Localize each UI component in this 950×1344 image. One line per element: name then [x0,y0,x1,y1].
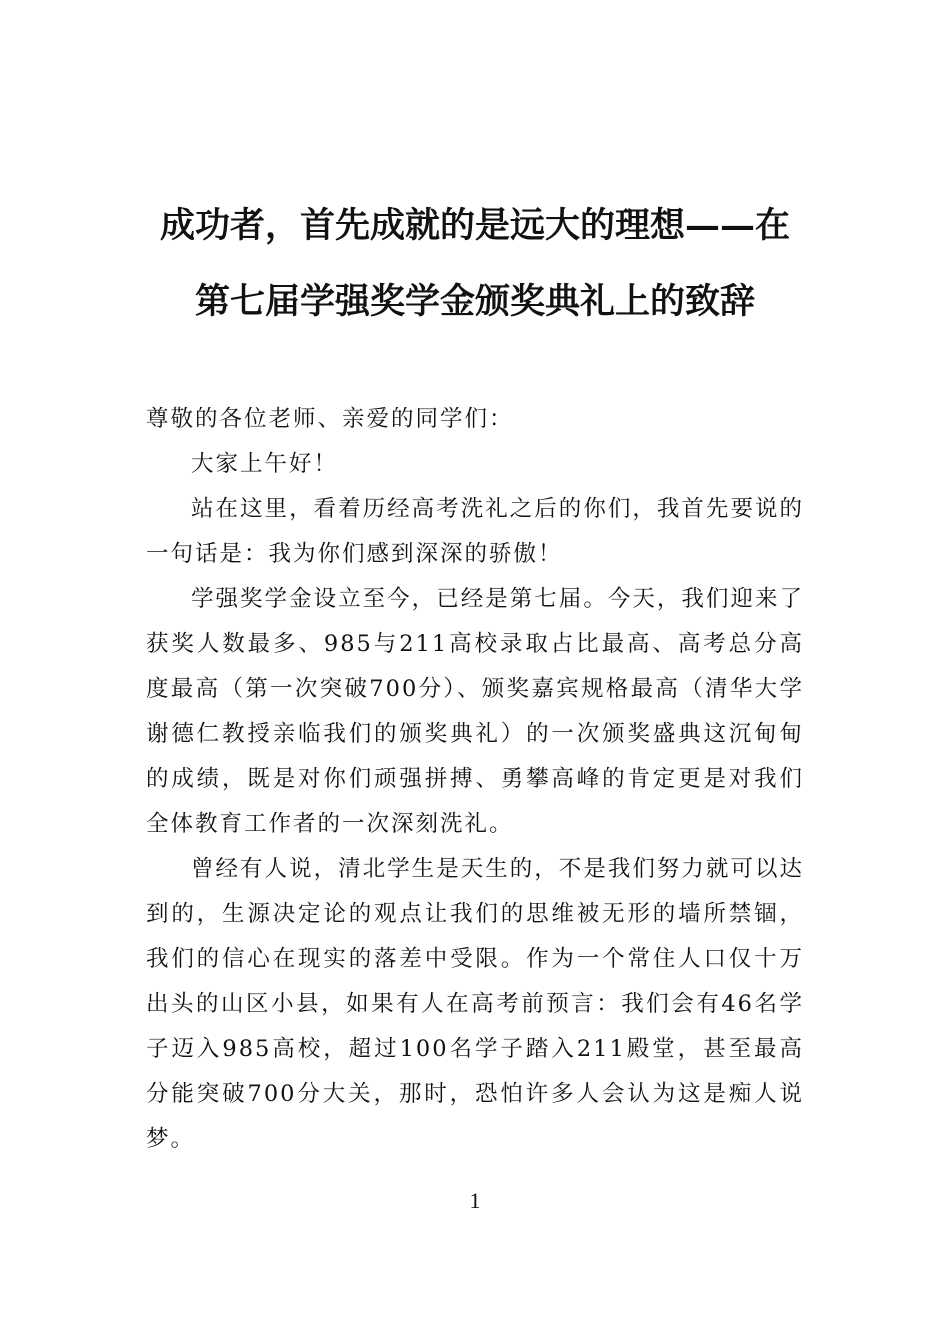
title-line-1: 成功者，首先成就的是远大的理想——在 [159,205,790,246]
greeting: 大家上午好！ [191,451,339,477]
page-number: 1 [469,1188,481,1213]
paragraph-2: 学强奖学金设立至今，已经是第七届。今天，我们迎来了获奖人数最多、985与211高校录取占比最高、高考总分高度最高（第一次突破700分）、颁奖嘉宾规格最高（清华大学谢德仁教授亲临我们的颁奖典礼）的一次颁奖盛典这沉甸甸的成绩，既是对你们顽强拼搏、勇攀高峰的肯定更是对我们全体教育工作者的一次深刻洗礼。 [146,586,804,837]
document-body [146,397,804,1162]
paragraph-1: 站在这里，看着历经高考洗礼之后的你们，我首先要说的一句话是：我为你们感到深深的骄傲！ [146,496,804,567]
salutation: 尊敬的各位老师、亲爱的同学们： [146,406,514,432]
paragraph-3: 曾经有人说，清北学生是天生的，不是我们努力就可以达到的，生源决定论的观点让我们的思维被无形的墙所禁锢，我们的信心在现实的落差中受限。作为一个常住人口仅十万出头的山区小县，如果有人在高考前预言：我们会有46名学子迈入985高校，超过100名学子踏入211殿堂，甚至最高分能突破700分大关，那时，恐怕许多人会认为这是痴人说梦。 [146,856,804,1152]
title-line-2: 第七届学强奖学金颁奖典礼上的致辞 [194,281,755,322]
document-title [120,188,830,340]
